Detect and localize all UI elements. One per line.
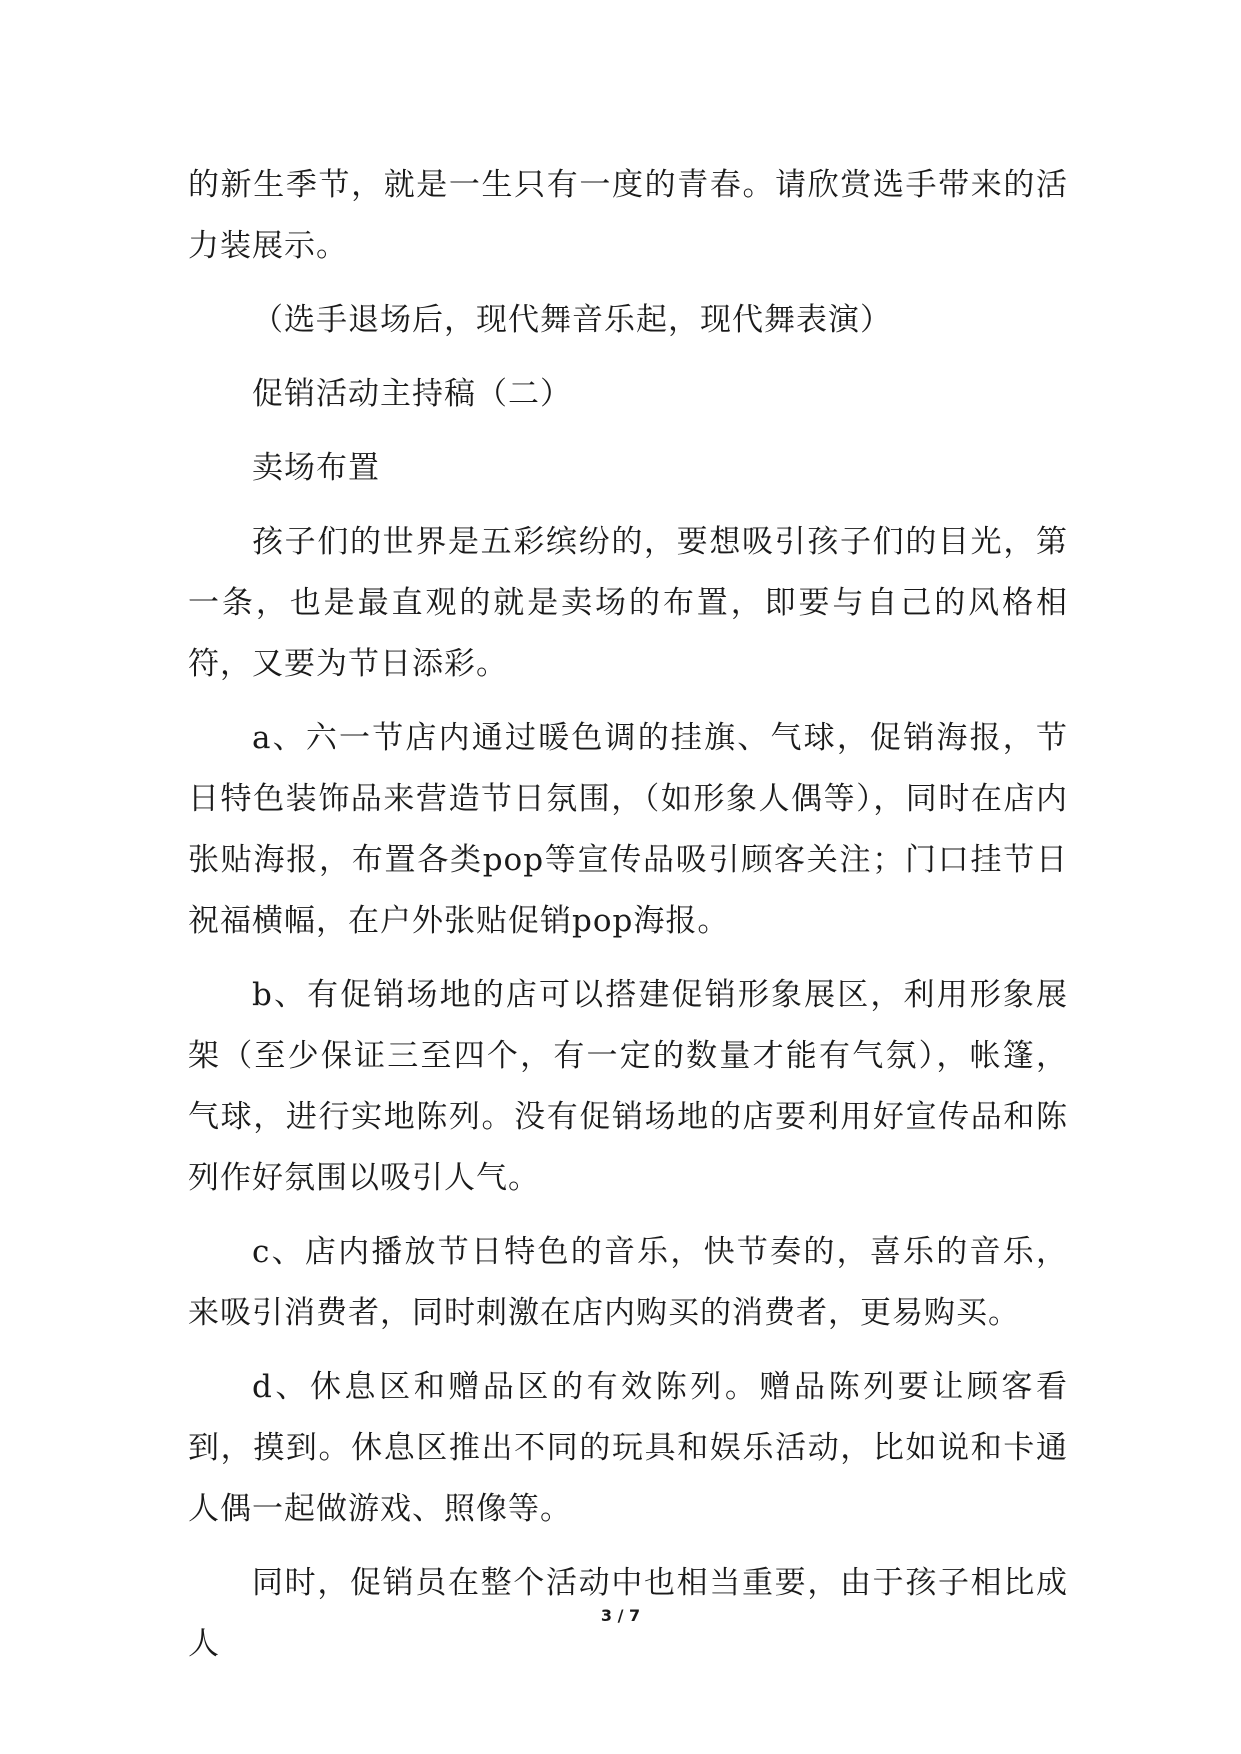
paragraph-intro: 孩子们的世界是五彩缤纷的，要想吸引孩子们的目光，第一条，也是最直观的就是卖场的布置，即要与自己的风格相符，又要为节日添彩。 xyxy=(188,524,1068,682)
paragraph-stage-direction: （选手退场后，现代舞音乐起，现代舞表演） xyxy=(252,302,892,338)
page-number: 3 / 7 xyxy=(600,1606,641,1625)
paragraph-item-c: c、店内播放节日特色的音乐，快节奏的，喜乐的音乐，来吸引消费者，同时刺激在店内购买的消费者，更易购买。 xyxy=(188,1234,1068,1331)
paragraph-item-b: b、有促销场地的店可以搭建促销形象展区，利用形象展架（至少保证三至四个，有一定的数量才能有气氛），帐篷，气球，进行实地陈列。没有促销场地的店要利用好宣传品和陈列作好氛围以吸引人气。 xyxy=(188,977,1068,1196)
paragraph-closing: 同时，促销员在整个活动中也相当重要，由于孩子相比成人 xyxy=(188,1565,1068,1662)
subsection-heading: 卖场布置 xyxy=(252,450,380,486)
paragraph-item-d: d、休息区和赠品区的有效陈列。赠品陈列要让顾客看到，摸到。休息区推出不同的玩具和娱乐活动，比如说和卡通人偶一起做游戏、照像等。 xyxy=(188,1369,1068,1527)
document-body xyxy=(188,155,1068,1688)
paragraph-item-a: a、六一节店内通过暖色调的挂旗、气球，促销海报，节日特色装饰品来营造节日氛围，（如形象人偶等），同时在店内张贴海报，布置各类pop等宣传品吸引顾客关注；门口挂节日祝福横幅，在户外张贴促销pop海报。 xyxy=(188,720,1068,939)
section-heading: 促销活动主持稿（二） xyxy=(252,376,572,412)
paragraph-continuation: 的新生季节，就是一生只有一度的青春。请欣赏选手带来的活力装展示。 xyxy=(188,167,1068,264)
